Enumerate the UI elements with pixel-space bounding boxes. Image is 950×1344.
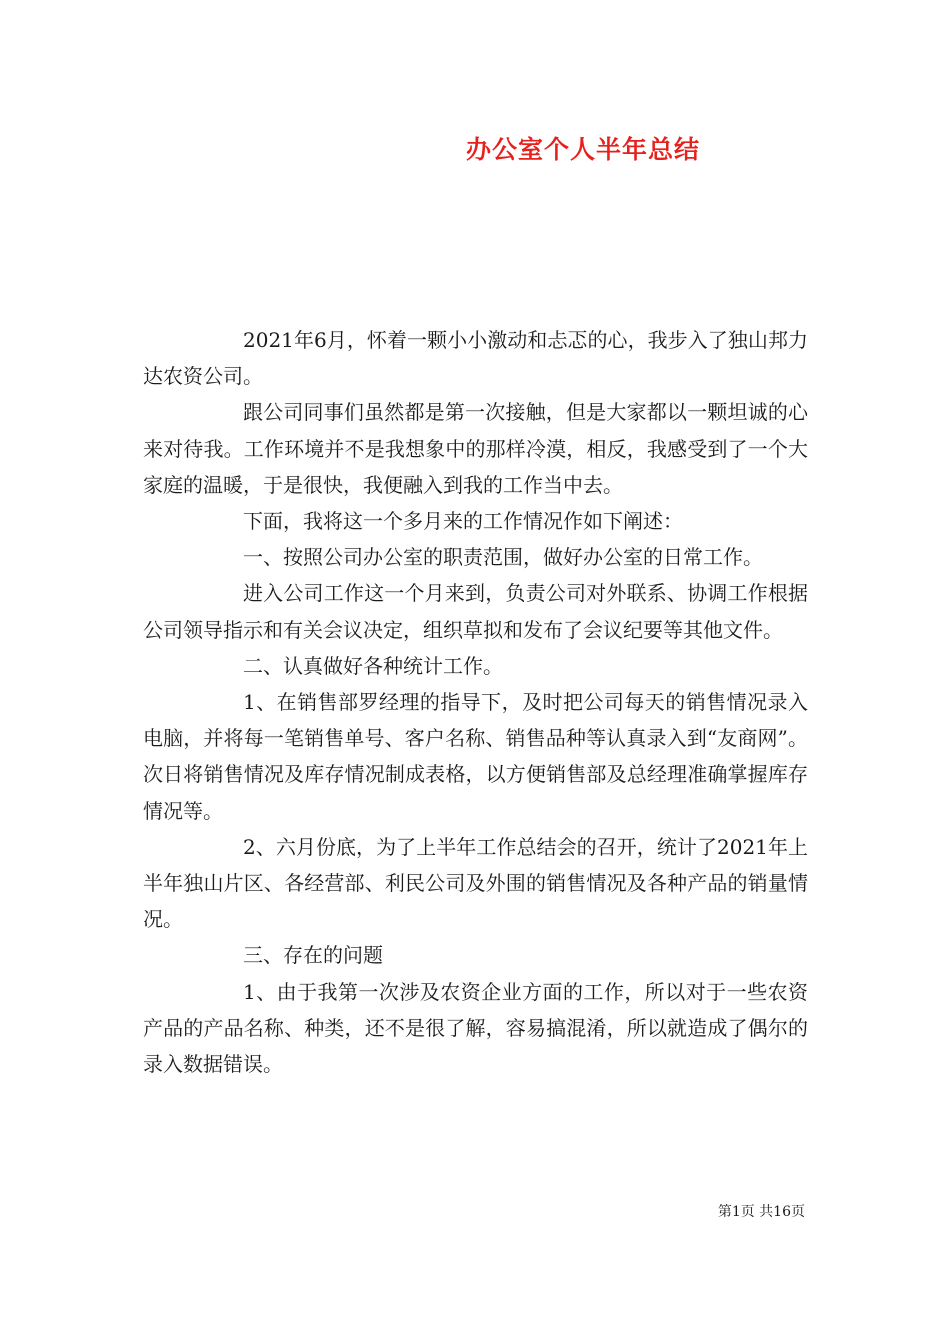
paragraph-intro: 2021年6月，怀着一颗小小激动和忐忑的心，我步入了独山邦力达农资公司。 xyxy=(143,328,808,389)
paragraph-overview: 下面，我将这一个多月来的工作情况作如下阐述： xyxy=(243,509,683,534)
paragraph-issues-1: 1、由于我第一次涉及农资企业方面的工作，所以对于一些农资产品的产品名称、种类，还不是很了解，容易搞混淆，所以就造成了偶尔的录入数据错误。 xyxy=(143,979,808,1077)
section-heading-3: 三、存在的问题 xyxy=(243,943,383,968)
paragraph-stats-2: 2、六月份底，为了上半年工作总结会的召开，统计了2021年上半年独山片区、各经营部、利民公司及外围的销售情况及各种产品的销量情况。 xyxy=(143,834,808,932)
paragraph-office-work: 进入公司工作这一个月来到，负责公司对外联系、协调工作根据公司领导指示和有关会议决定，组织草拟和发布了会议纪要等其他文件。 xyxy=(143,581,808,642)
paragraph-stats-1: 1、在销售部罗经理的指导下，及时把公司每天的销售情况录入电脑，并将每一笔销售单号、客户名称、销售品种等认真录入到“友商网”。次日将销售情况及库存情况制成表格，以方便销售部及总经理准确掌握库存情况等。 xyxy=(143,690,808,823)
page-title: 办公室个人半年总结 xyxy=(465,135,700,164)
document-body xyxy=(143,322,808,1082)
section-heading-2: 二、认真做好各种统计工作。 xyxy=(243,653,503,678)
paragraph-colleagues: 跟公司同事们虽然都是第一次接触，但是大家都以一颗坦诚的心来对待我。工作环境并不是我想象中的那样冷漠，相反，我感受到了一个大家庭的温暖，于是很快，我便融入到我的工作当中去。 xyxy=(143,400,808,497)
section-heading-1: 一、按照公司办公室的职责范围，做好办公室的日常工作。 xyxy=(243,545,763,570)
page-number: 第1页 共16页 xyxy=(717,1204,805,1220)
